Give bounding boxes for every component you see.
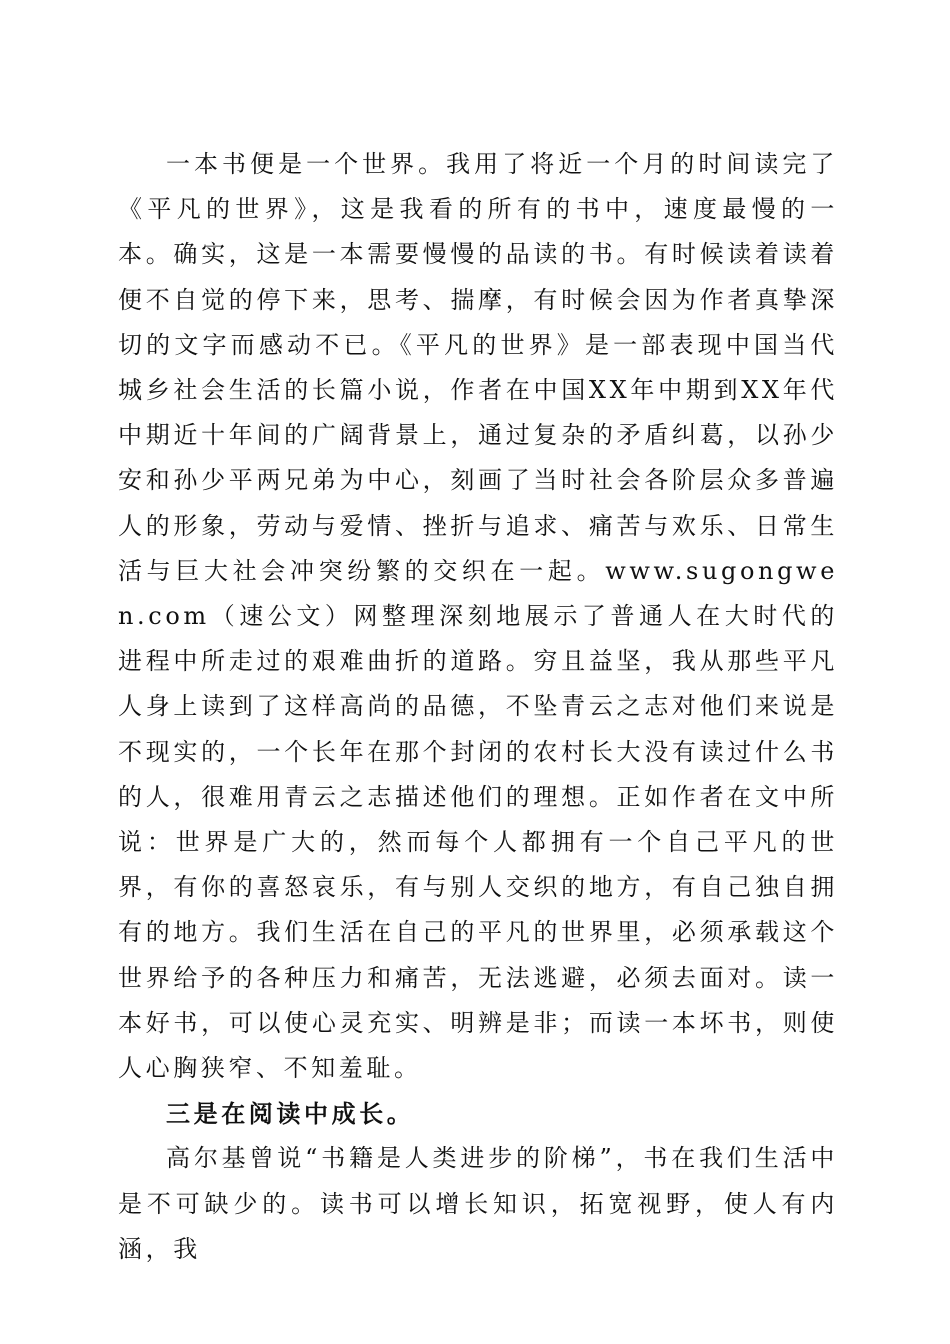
document-body [118,142,838,1272]
section-heading-growth: 三是在阅读中成长。 [166,1099,415,1129]
body-paragraph-1: 一本书便是一个世界。我用了将近一个月的时间读完了《平凡的世界》，这是我看的所有的书中，速度最慢的一本。确实，这是一本需要慢慢的品读的书。有时候读着读着便不自觉的停下来，思考、揣摩，有时候会因为作者真挚深切的文字而感动不已。《平凡的世界》是一部表现中国当代城乡社会生活的长篇小说，作者在中国XX年中期到XX年代中期近十年间的广阔背景上，通过复杂的矛盾纠葛，以孙少安和孙少平两兄弟为中心，刻画了当时社会各阶层众多普遍人的形象，劳动与爱情、挫折与追求、痛苦与欢乐、日常生活与巨大社会冲突纷繁的交织在一起。www.sugongwen.com（速公文）网整理深刻地展示了普通人在大时代的进程中所走过的艰难曲折的道路。穷且益坚，我从那些平凡人身上读到了这样高尚的品德，不坠青云之志对他们来说是不现实的，一个长年在那个封闭的农村长大没有读过什么书的人，很难用青云之志描述他们的理想。正如作者在文中所说：世界是广大的，然而每个人都拥有一个自己平凡的世界，有你的喜怒哀乐，有与别人交织的地方，有自己独自拥有的地方。我们生活在自己的平凡的世界里，必须承载这个世界给予的各种压力和痛苦，无法逃避，必须去面对。读一本好书，可以使心灵充实、明辨是非；而读一本坏书，则使人心胸狭窄、不知羞耻。 [118,150,838,1083]
body-paragraph-2: 高尔基曾说“书籍是人类进步的阶梯”，书在我们生活中是不可缺少的。读书可以增长知识，拓宽视野，使人有内涵，我 [118,1144,838,1263]
